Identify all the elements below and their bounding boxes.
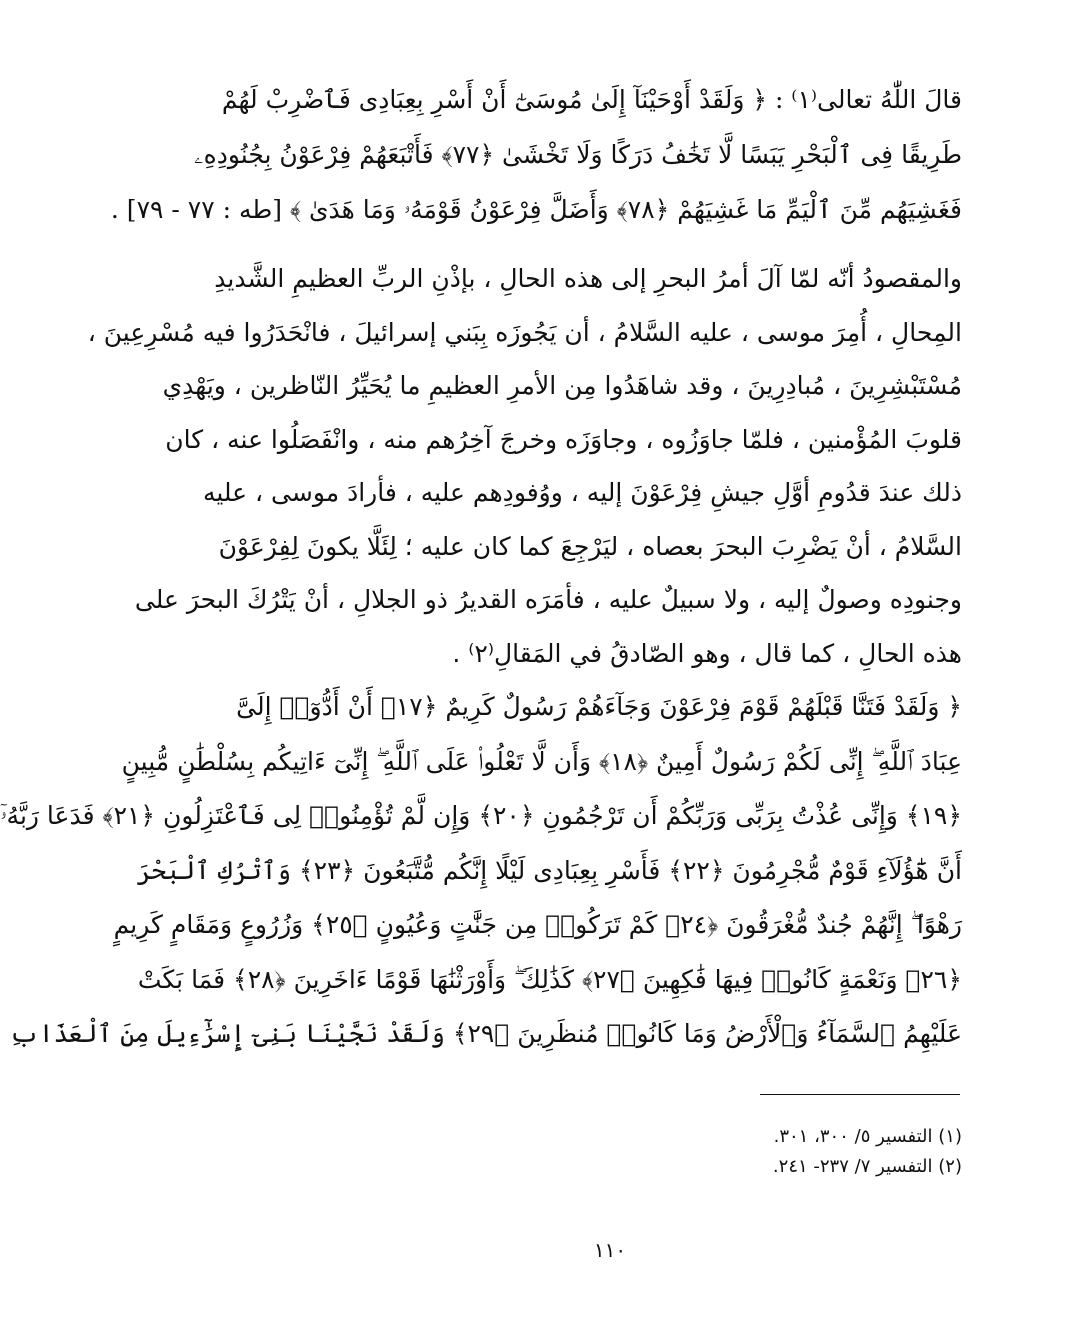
text-line: فَغَشِيَهُم مِّنَ ٱلْيَمِّ مَا غَشِيَهُمْ ﴿٧٨﴾ وَأَضَلَّ فِرْعَوْنُ قَوْمَهُۥ وَمَا هَدَىٰ ﴾ [طه : ٧٧ - ٧٩] . — [110, 195, 962, 224]
text-line: عِبَادَ ٱللَّهِ ۖ إِنِّى لَكُمْ رَسُولٌ أَمِينٌ ﴿١٨﴾ وَأَن لَّا تَعْلُوا۟ عَلَى ٱللَّهِ ۖ إِنِّىٓ ءَاتِيكُم بِسُلْطَٰنٍ مُّبِينٍ — [121, 746, 962, 776]
text-line: قلوبَ المُؤْمنين ، فلمّا جاوَزُوه ، وجاوَزَه وخرجَ آخِرُهم منه ، وانْفَصَلُوا عنه ، كان — [165, 424, 962, 454]
text-line: والمقصودُ أنّه لمّا آلَ أمرُ البحرِ إلى هذه الحالِ ، بإذْنِ الربِّ العظيمِ الشَّديدِ — [214, 264, 962, 293]
text-line: طَرِيقًا فِى ٱلْبَحْرِ يَبَسًا لَّا تَخَٰفُ دَرَكًا وَلَا تَخْشَىٰ ﴿٧٧﴾ فَأَتْبَعَهُمْ فِرْعَوْنُ بِجُنُودِهِۦ — [194, 140, 962, 169]
footnote-1: (١) التفسير ٥/ ٣٠٠، ٣٠١. — [773, 1126, 962, 1147]
paragraph-quote-taha — [110, 72, 962, 237]
text-line: وجنودِه وصولٌ إليه ، ولا سبيلٌ عليه ، فأمَرَه القديرُ ذو الجلالِ ، أنْ يَتْرُكَ البحرَ على — [134, 585, 962, 614]
footnote-2: (٢) التفسير ٧/ ٢٣٧- ٢٤١. — [772, 1156, 962, 1177]
text-line: ذلك عندَ قدُومِ أوَّلِ جيشِ فِرْعَوْنَ إليه ، ووُفودِهم عليه ، فأرادَ موسى ، عليه — [202, 478, 962, 507]
text-line: السَّلامُ ، أنْ يَضْرِبَ البحرَ بعصاه ، ليَرْجِعَ كما كان عليه ؛ لِئَلَّا يكونَ لِفِرْعَوْنَ — [218, 531, 962, 561]
text-line: ﴿٢٦﴾ وَنَعْمَةٍ كَانُوا۟ فِيهَا فَٰكِهِينَ ﴿٢٧﴾ كَذَٰلِكَ ۖ وَأَوْرَثْنَٰهَا قَوْمًا ءَاخَرِينَ ﴿٢٨﴾ فَمَا بَكَتْ — [137, 964, 962, 994]
text-line: قالَ اللّٰهُ تعالى⁽١⁾ : ﴿ وَلَقَدْ أَوْحَيْنَآ إِلَىٰ مُوسَىٰٓ أَنْ أَسْرِ بِعِبَادِى فَٱضْرِبْ لَهُمْ — [221, 85, 962, 114]
paragraph-quote-dukhan — [0, 680, 962, 1062]
text-line: المِحالِ ، أُمِرَ موسى ، عليه السَّلامُ ، أن يَجُوزَه بِبَني إسرائيلَ ، فانْحَدَرُوا فيه مُسْرِعِينَ ، — [87, 317, 962, 347]
paragraph-commentary — [87, 252, 962, 680]
text-line: ﴿ وَلَقَدْ فَتَنَّا قَبْلَهُمْ قَوْمَ فِرْعَوْنَ وَجَآءَهُمْ رَسُولٌ كَرِيمٌ ﴿١٧﴾ أَنْ أَدُّوٓا۟ إِلَىَّ — [236, 692, 962, 721]
text-line: أَنَّ هَٰٓؤُلَآءِ قَوْمٌ مُّجْرِمُونَ ﴿٢٢﴾ فَأَسْرِ بِعِبَادِى لَيْلًا إِنَّكُم مُّتَّبَعُونَ ﴿٢٣﴾ وَٱتْرُكِ ٱلْبَحْرَ — [136, 855, 962, 885]
text-line: عَلَيْهِمُ ٱلسَّمَآءُ وَٱلْأَرْضُ وَمَا كَانُوا۟ مُنظَرِينَ ﴿٢٩﴾ وَلَقَدْ نَجَّيْنَا بَنِىٓ إِسْرَٰٓءِيلَ مِنَ ٱلْعَذَابِ — [9, 1019, 962, 1048]
text-line: هذه الحالِ ، كما قال ، وهو الصّادقُ في المَقالِ⁽٢⁾ . — [452, 638, 962, 668]
page-number: ١١٠ — [593, 1238, 627, 1262]
text-line: رَهْوًا ۖ إِنَّهُمْ جُندٌ مُّغْرَقُونَ ﴿٢٤﴾ كَمْ تَرَكُوا۟ مِن جَنَّٰتٍ وَعُيُونٍ ﴿٢٥﴾ وَزُرُوعٍ وَمَقَامٍ كَرِيمٍ — [113, 910, 962, 939]
text-line: ﴿١٩﴾ وَإِنِّى عُذْتُ بِرَبِّى وَرَبِّكُمْ أَن تَرْجُمُونِ ﴿٢٠﴾ وَإِن لَّمْ تُؤْمِنُوا۟ لِى فَٱعْتَزِلُونِ ﴿٢١﴾ فَدَعَا رَبَّهُۥٓ — [0, 801, 962, 830]
text-line: مُسْتَبْشِرِينَ ، مُبادِرِينَ ، وقد شاهَدُوا مِن الأمرِ العظيمِ ما يُحَيِّرُ النّاظرين ، ويَهْدِي — [162, 371, 962, 400]
footnotes — [258, 1122, 962, 1182]
footnote-divider — [760, 1094, 960, 1095]
